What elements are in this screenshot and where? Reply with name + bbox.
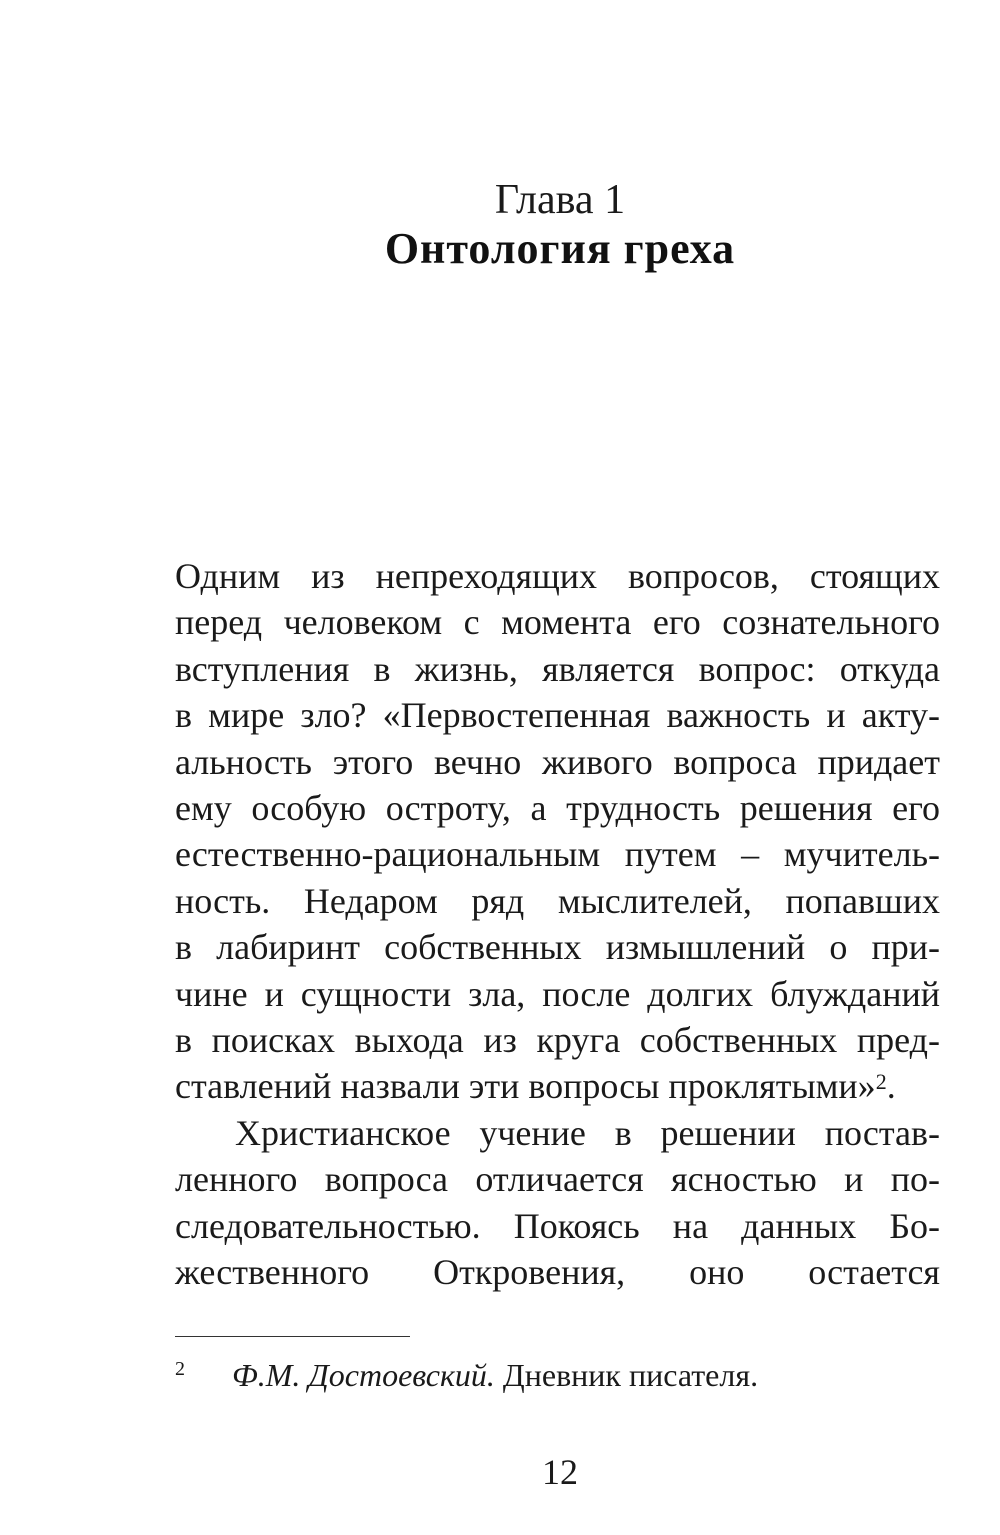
footnote-text [232,1355,758,1395]
footnote-divider [175,1336,410,1337]
chapter-title: Онтология греха [384,224,736,273]
footnote-author: Ф.М. Достоевский. [232,1357,495,1393]
text-line: в лабиринт собственных измышлений о при- [175,927,940,968]
page-number: 12 [542,1452,578,1492]
text-line: чине и сущности зла, после долгих блужданий [175,973,940,1014]
text-line: вступления в жизнь, является вопрос: откуда [175,648,940,689]
text-line: следовательностью. Покоясь на данных Бо- [175,1205,940,1246]
text-line: Христианское учение в решении постав- [235,1112,940,1153]
text-line: в мире зло? «Первостепенная важность и акту- [175,695,940,736]
text-line: жественного Откровения, оно остается [175,1252,940,1293]
text-line: перед человеком с момента его сознательного [175,602,940,643]
text-line: ленного вопроса отличается ясностью и по- [175,1159,940,1200]
text-line: ему особую остроту, а трудность решения его [175,788,940,829]
body-text [175,553,940,1296]
text-line: Одним из непреходящих вопросов, стоящих [175,556,940,596]
footnote-mark: 2 [175,1358,185,1380]
text-fragment: ставлений назвали эти вопросы проклятыми» [175,1066,876,1107]
chapter-number: Глава 1 [494,177,626,223]
text-line: альность этого вечно живого вопроса придает [175,741,940,782]
text-line: ность. Недаром ряд мыслителей, попавших [175,880,940,921]
text-line: в поисках выхода из круга собственных пред- [175,1020,940,1061]
footnote-work: Дневник писателя. [494,1357,759,1393]
text-line: естественно-рациональным путем – мучитель- [175,834,940,875]
text-line [175,1063,940,1109]
footnote-reference[interactable]: 2 [875,1069,887,1095]
sentence-end: . [886,1066,896,1107]
